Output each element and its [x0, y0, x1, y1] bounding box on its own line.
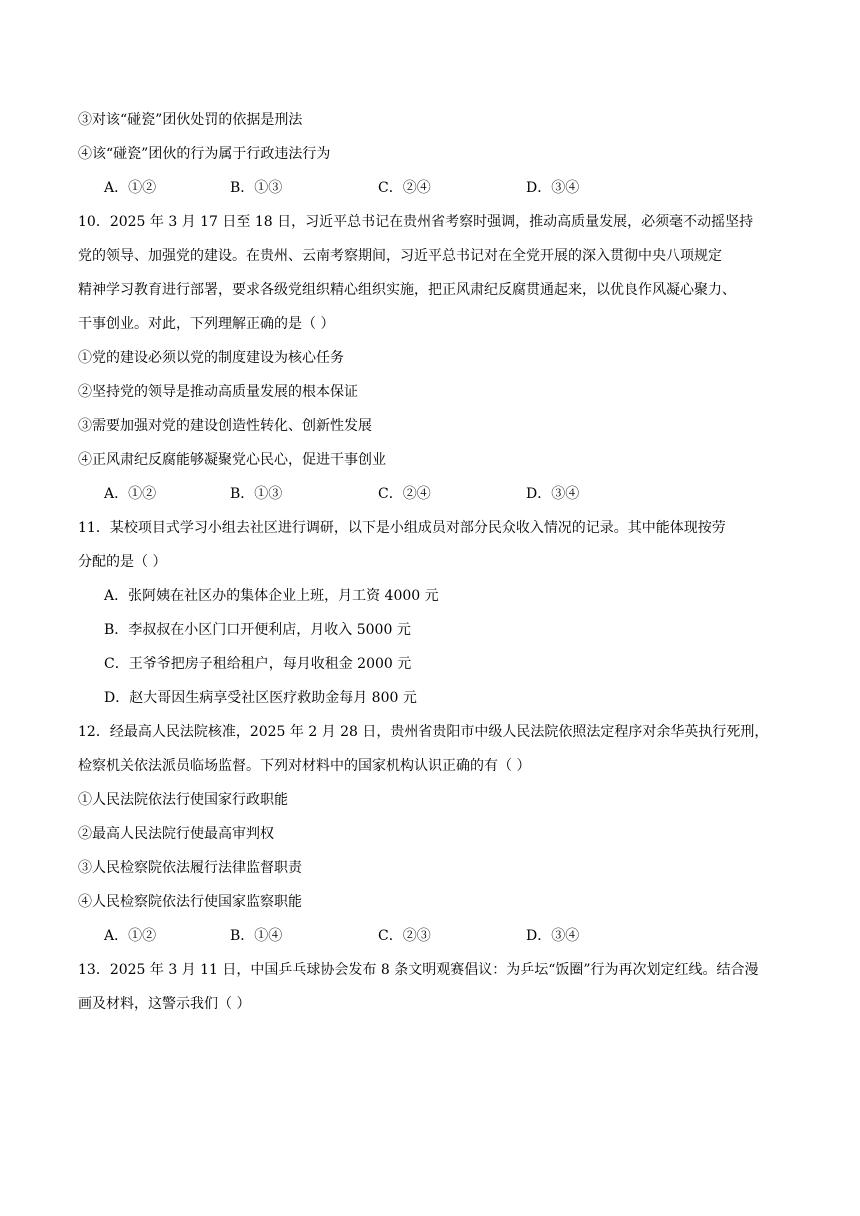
- q9-option-b[interactable]: B．①③: [230, 180, 283, 196]
- q10-stem-line: 精神学习教育进行部署，要求各级党组织精心组织实施，把正风肃纪反腐贯通起来，以优良作风凝心聚力、: [78, 282, 736, 298]
- q11-stem-line: 分配的是（ ）: [78, 554, 167, 570]
- q13-stem-line: 13．2025 年 3 月 11 日，中国乒乓球协会发布 8 条文明观赛倡议：为乒坛“饭圈”行为再次划定红线。结合漫: [78, 962, 759, 978]
- q12-option-d[interactable]: D．③④: [526, 928, 580, 944]
- q11-choice-b[interactable]: B．李叔叔在小区门口开便利店，月收入 5000 元: [104, 622, 411, 638]
- q11-choice-d[interactable]: D．赵大哥因生病享受社区医疗救助金每月 800 元: [104, 690, 417, 706]
- q11-choice-c[interactable]: C．王爷爷把房子租给租户，每月收租金 2000 元: [104, 656, 412, 672]
- q10-option-c[interactable]: C．②④: [378, 486, 431, 502]
- q12-statement-1: ①人民法院依法行使国家行政职能: [78, 792, 288, 808]
- q10-option-d[interactable]: D．③④: [526, 486, 580, 502]
- q10-stem-line: 干事创业。对此，下列理解正确的是（ ）: [78, 316, 335, 332]
- q12-statement-3: ③人民检察院依法履行法律监督职责: [78, 860, 302, 876]
- q9-statement-4: ④该“碰瓷”团伙的行为属于行政违法行为: [78, 146, 331, 162]
- q10-option-b[interactable]: B．①③: [230, 486, 283, 502]
- q10-statement-3: ③需要加强对党的建设创造性转化、创新性发展: [78, 418, 372, 434]
- q10-stem-line: 10．2025 年 3 月 17 日至 18 日，习近平总书记在贵州省考察时强调，推动高质量发展，必须毫不动摇坚持: [78, 214, 754, 230]
- q11-stem-line: 11．某校项目式学习小组去社区进行调研，以下是小组成员对部分民众收入情况的记录。其中能体现按劳: [78, 520, 726, 536]
- q12-statement-2: ②最高人民法院行使最高审判权: [78, 826, 274, 842]
- q10-option-a[interactable]: A．①②: [104, 486, 157, 502]
- q12-option-c[interactable]: C．②③: [378, 928, 431, 944]
- q12-option-a[interactable]: A．①②: [104, 928, 157, 944]
- q12-statement-4: ④人民检察院依法行使国家监察职能: [78, 894, 302, 910]
- q10-stem-line: 党的领导、加强党的建设。在贵州、云南考察期间，习近平总书记对在全党开展的深入贯彻中央八项规定: [78, 248, 722, 264]
- q9-statement-3: ③对该“碰瓷”团伙处罚的依据是刑法: [78, 112, 303, 128]
- q12-stem-line: 12．经最高人民法院核准，2025 年 2 月 28 日，贵州省贵阳市中级人民法院依照法定程序对余华英执行死刑，: [78, 724, 769, 740]
- q10-statement-4: ④正风肃纪反腐能够凝聚党心民心，促进干事创业: [78, 452, 386, 468]
- q13-stem-line: 画及材料，这警示我们（ ）: [78, 996, 251, 1012]
- q11-choice-a[interactable]: A．张阿姨在社区办的集体企业上班，月工资 4000 元: [104, 588, 439, 604]
- q12-option-b[interactable]: B．①④: [230, 928, 283, 944]
- q9-option-c[interactable]: C．②④: [378, 180, 431, 196]
- q9-option-d[interactable]: D．③④: [526, 180, 580, 196]
- q12-stem-line: 检察机关依法派员临场监督。下列对材料中的国家机构认识正确的有（ ）: [78, 758, 531, 774]
- q10-statement-2: ②坚持党的领导是推动高质量发展的根本保证: [78, 384, 358, 400]
- q9-option-a[interactable]: A．①②: [104, 180, 157, 196]
- q10-statement-1: ①党的建设必须以党的制度建设为核心任务: [78, 350, 344, 366]
